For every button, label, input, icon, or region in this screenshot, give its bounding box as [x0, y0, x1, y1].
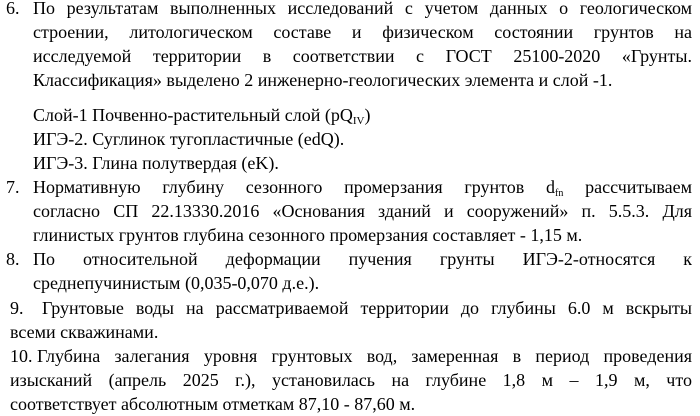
item-6-number: 6.: [6, 0, 20, 18]
item-7-number: 7.: [6, 177, 20, 197]
item-7-line-1: [33, 176, 692, 198]
item-6-line-1: По результатам выполненных исследований с учетом данных о геологическом: [33, 0, 692, 18]
layer-1-text: Слой-1 Почвенно-растительный слой (pQ: [33, 105, 353, 125]
item-6-line-3: исследуемой территории в соответствии с ГОСТ 25100-2020 «Грунты.: [33, 46, 692, 66]
item-7-line-1-text: Нормативную глубину сезонного промерзания грунтов d: [33, 177, 556, 197]
item-7-line-3: глинистых грунтов глубина сезонного промерзания составляет - 1,15 м.: [33, 225, 583, 245]
item-10-line-1: Глубина залегания уровня грунтовых вод, замеренная в период проведения: [37, 346, 692, 366]
item-6-line-2: строении, литологическом составе и физическом состоянии грунтов на: [33, 22, 692, 42]
item-8-line-1: По относительной деформации пучения грунты ИГЭ-2-относятся к: [33, 249, 692, 269]
item-7-line-1-suffix: рассчитываем: [563, 177, 693, 197]
item-7-line-2: согласно СП 22.13330.2016 «Основания зданий и сооружений» п. 5.5.3. Для: [33, 201, 692, 221]
item-6-line-4: Классификация» выделено 2 инженерно-геологических элемента и слой -1.: [33, 70, 613, 90]
ige-3-line: ИГЭ-3. Глина полутвердая (eK).: [33, 153, 279, 173]
layer-1-subscript: IV: [352, 115, 365, 127]
item-7-subscript: fn: [555, 188, 564, 199]
layer-1-suffix: ): [364, 105, 371, 125]
item-8-line-2: среднепучинистым (0,035-0,070 д.е.).: [33, 273, 320, 293]
item-9-number: 9.: [10, 298, 24, 318]
layer-1-line: [33, 104, 370, 126]
ige-2-line: ИГЭ-2. Суглинок тугопластичные (edQ).: [33, 129, 345, 149]
item-10-number: 10.: [10, 346, 33, 366]
item-9-line-1: Грунтовые воды на рассматриваемой территории до глубины 6.0 м вскрыты: [42, 298, 692, 318]
item-9-line-2: всеми скважинами.: [10, 322, 159, 342]
item-8-number: 8.: [6, 249, 20, 269]
item-10-line-3: соответствует абсолютным отметкам 87,10 - 87,60 м.: [10, 394, 416, 414]
item-10-line-2: изысканий (апрель 2025 г.), установилась на глубине 1,8 м – 1,9 м, что: [10, 370, 692, 390]
